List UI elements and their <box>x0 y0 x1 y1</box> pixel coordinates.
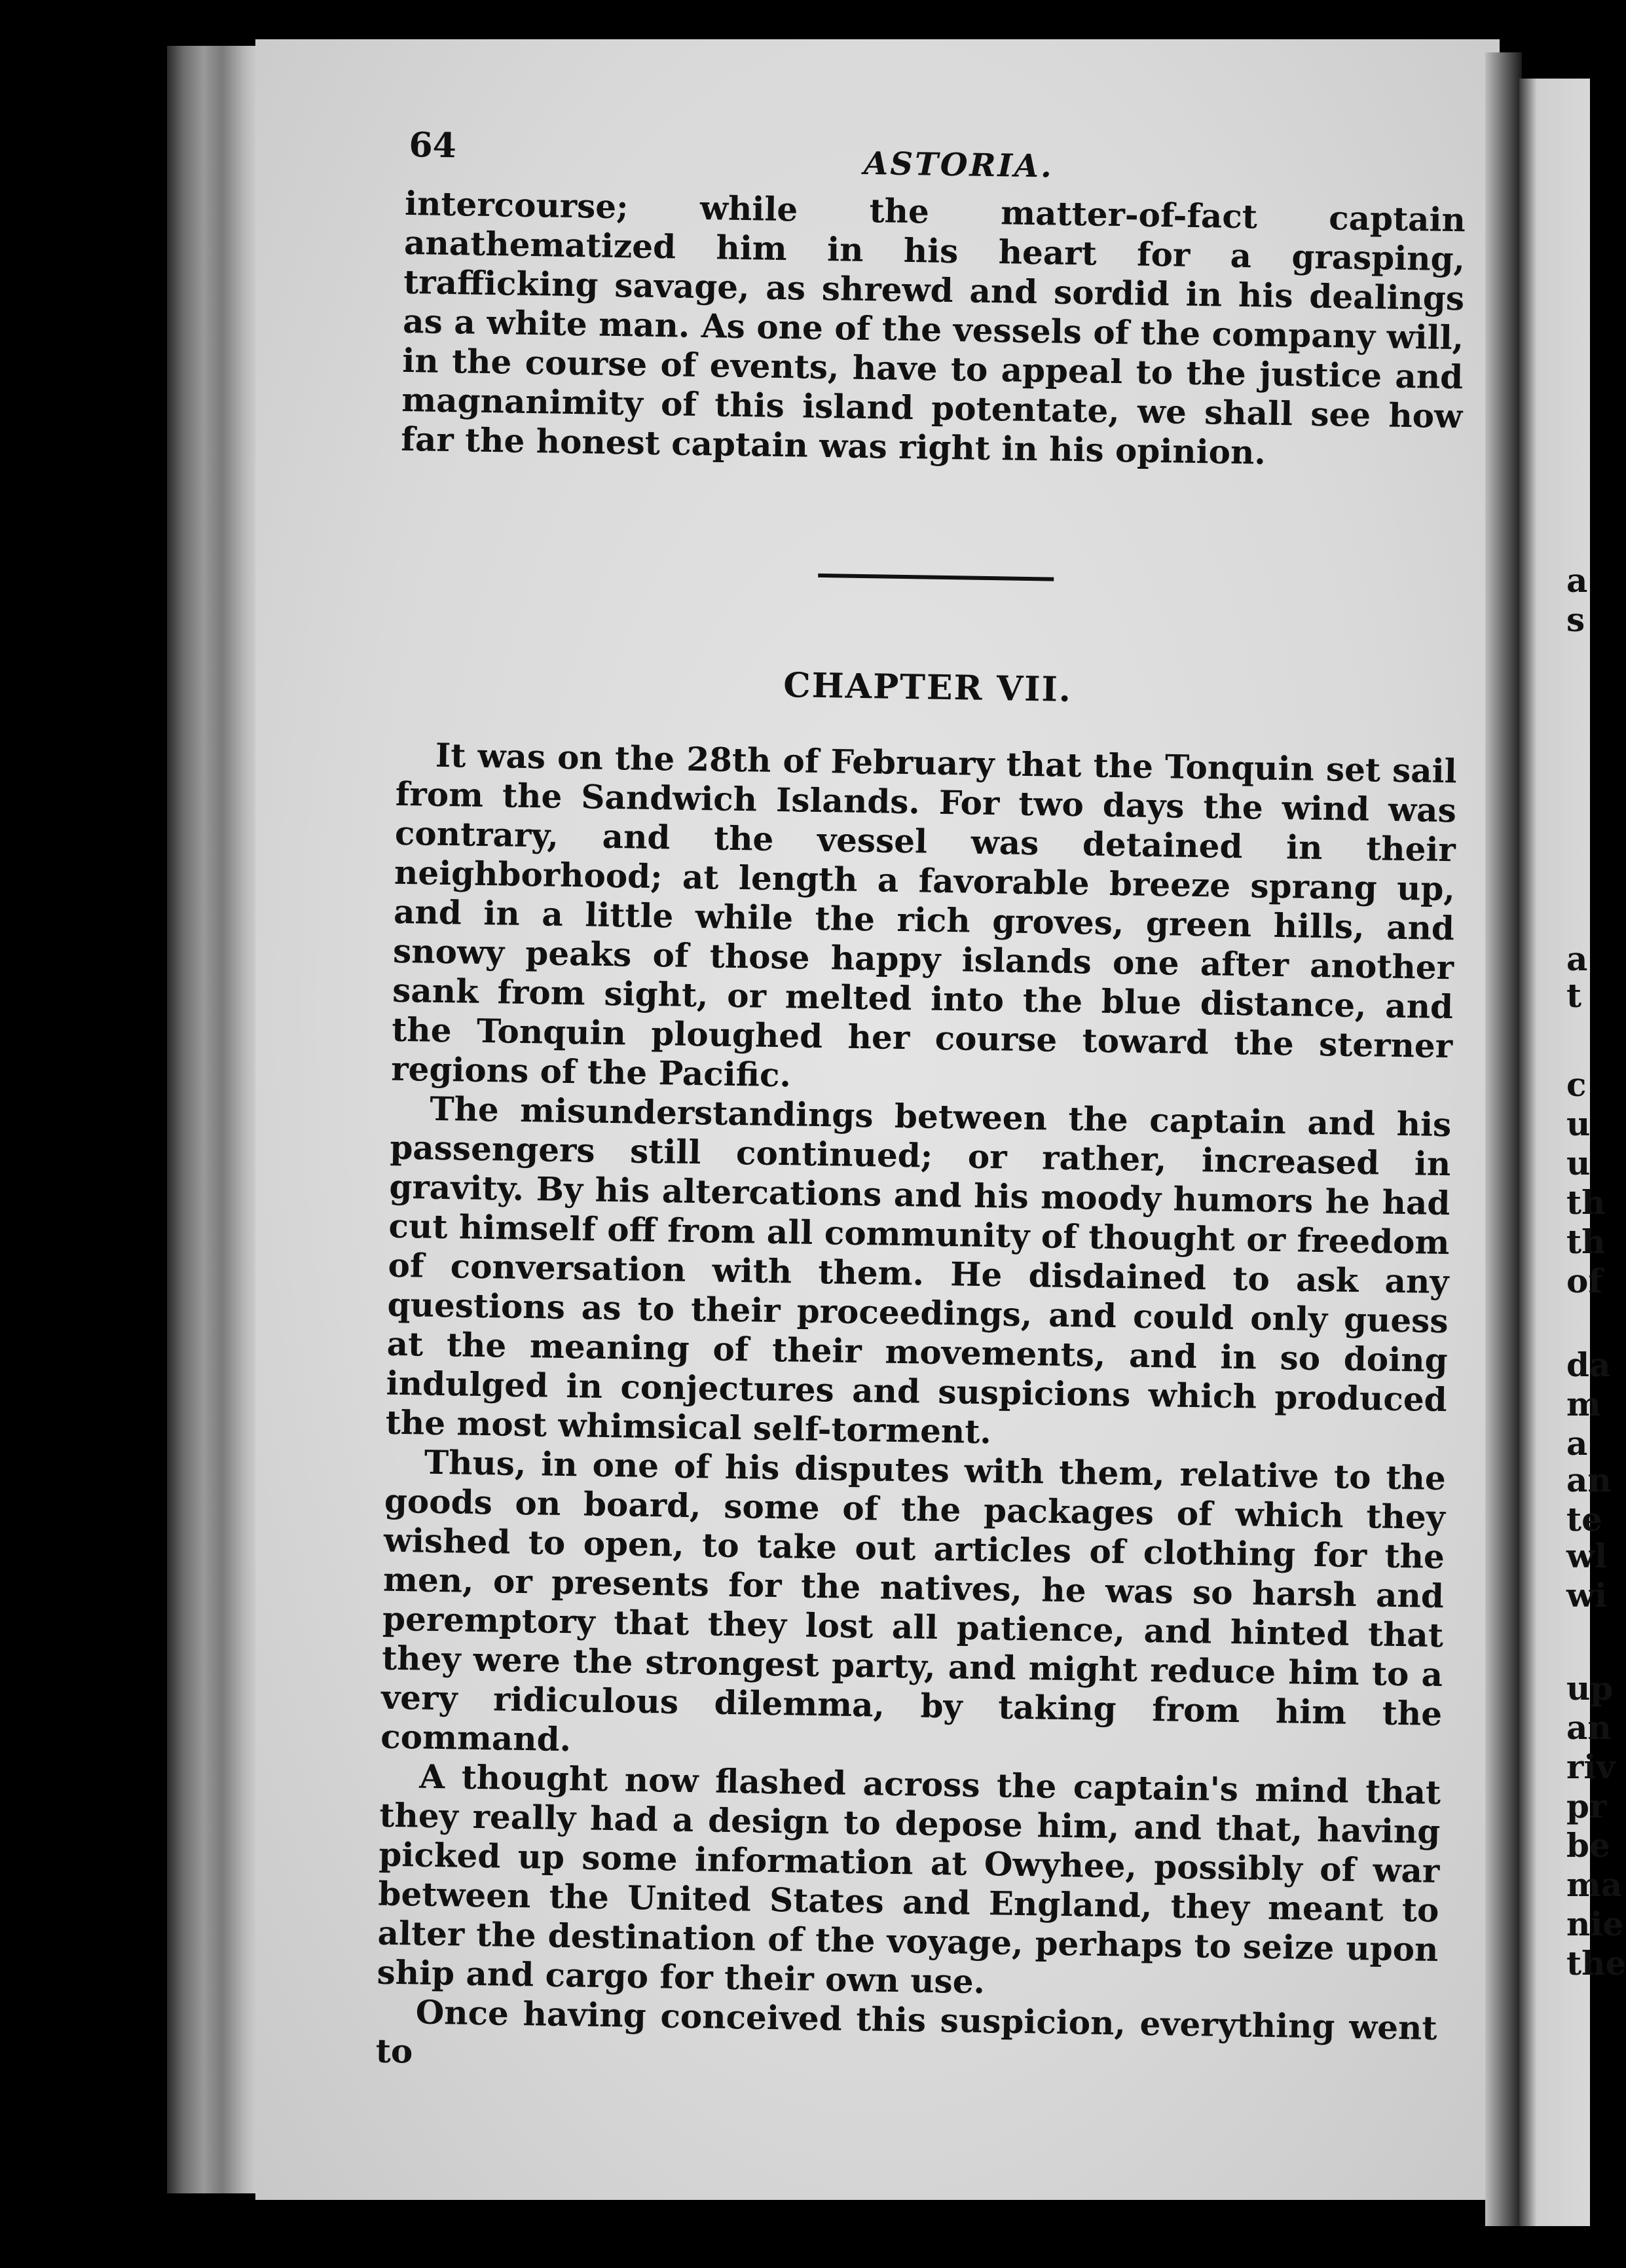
facing-fragment: m <box>1566 1385 1601 1423</box>
facing-fragment: the <box>1566 1944 1626 1983</box>
paragraph: A thought now flashed across the captain's mind that they really had a design to depose him, and that, having picked up some information at Owyhee, possibly of war between the United States and England, they meant to alter the destination of the voyage, perhaps to seize upon ship and cargo for their own use. <box>377 1757 1441 2002</box>
facing-fragment: wl <box>1566 1537 1608 1575</box>
facing-fragment: c <box>1566 1065 1587 1104</box>
facing-fragment: up <box>1566 1669 1614 1708</box>
running-head: ASTORIA. <box>863 145 1054 185</box>
facing-fragment: pr <box>1566 1787 1607 1825</box>
facing-fragment: riv <box>1566 1747 1616 1786</box>
facing-fragment: be <box>1566 1826 1610 1865</box>
right-gutter <box>1485 52 1522 2226</box>
facing-fragment: u <box>1566 1105 1591 1143</box>
facing-fragment: te <box>1566 1500 1602 1539</box>
facing-fragment: a <box>1566 1424 1588 1463</box>
continued-paragraph: intercourse; while the matter-of-fact captain anathematized him in his heart for a grasping, trafficking savage, as shrewd and sordid in his dealings as a white man. As one of the vessels of the company will, in the course of events, have to appeal to the justice and magnanimity of this island potentate, we shall see how far the honest captain was right in his opinion. <box>400 183 1466 472</box>
facing-fragment: t <box>1566 976 1582 1015</box>
chapter-heading: CHAPTER VII. <box>783 665 1073 710</box>
facing-fragment: th <box>1566 1222 1606 1261</box>
section-divider <box>818 574 1054 581</box>
book-spine <box>167 46 259 2193</box>
page-text-block <box>336 124 1466 2087</box>
paragraph: The misunderstandings between the captain and his passengers still continued; or rather, increased in gravity. By his altercations and his moody humors he had cut himself off from all community of thought or freedom of conversation with them. He disdained to ask any questions as to their proceedings, and could only guess at the meaning of their movements, and in so doing indulged in conjectures and suspicions which produced the most whimsical self-torment. <box>385 1089 1452 1452</box>
facing-fragment: nie <box>1566 1905 1624 1943</box>
facing-fragment: a <box>1566 940 1588 978</box>
facing-fragment: an <box>1566 1461 1612 1499</box>
facing-fragment: an <box>1566 1708 1612 1747</box>
facing-fragment: ma <box>1566 1865 1623 1904</box>
facing-fragment: of <box>1566 1262 1602 1300</box>
page-number: 64 <box>409 125 457 166</box>
facing-fragment: u <box>1566 1144 1591 1182</box>
facing-fragment: wi <box>1566 1576 1608 1615</box>
facing-fragment: a <box>1566 561 1588 600</box>
facing-fragment: s <box>1566 600 1585 639</box>
paragraph: It was on the 28th of February that the Tonquin set sail from the Sandwich Islands. For two days the wind was contrary, and the vessel was detained in their neighborhood; at length a favorable breeze sprang up, and in a little while the rich groves, green hills, and snowy peaks of those happy islands one after another sank from sight, or melted into the blue distance, and the Tonquin ploughed her course toward the sterner regions of the Pacific. <box>390 735 1458 1095</box>
facing-fragment: th <box>1566 1183 1606 1222</box>
paragraph: Thus, in one of his disputes with them, relative to the goods on board, some of the packages of which they wished to open, to take out articles of clothing for the men, or presents for the natives, he was so harsh and peremptory that they lost all patience, and hinted that they were the strongest party, and might reduce him to a very ridiculous dilemma, by taking from him the command. <box>380 1442 1447 1759</box>
facing-fragment: da <box>1566 1345 1611 1384</box>
paragraph: Once having conceived this suspicion, everything went to <box>375 1992 1437 2071</box>
